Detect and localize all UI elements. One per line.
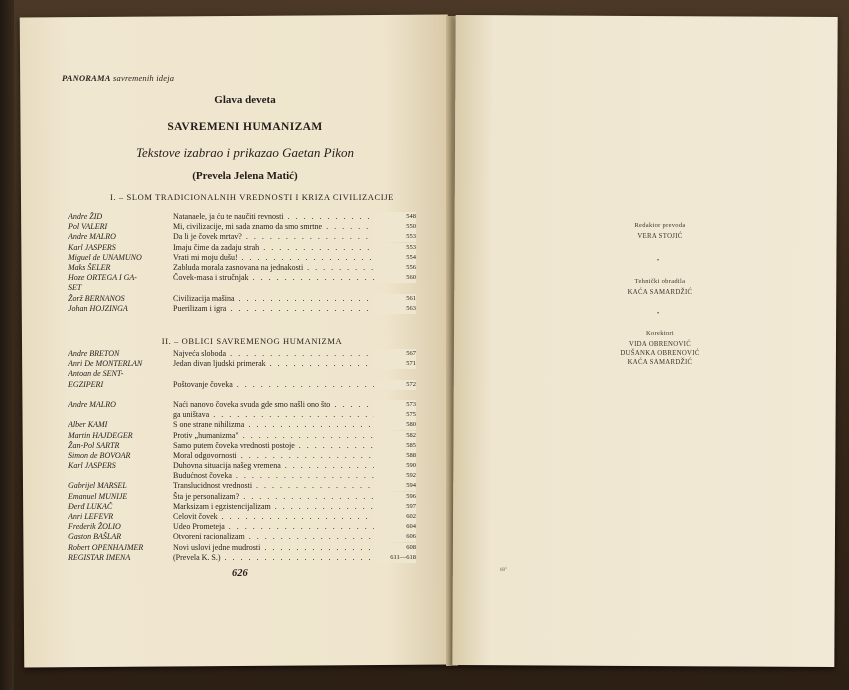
toc-work-title: Čovek-masa i stručnjak . . . [173, 273, 393, 283]
tech-credit [580, 278, 740, 297]
toc-work-title: Budućnost čoveka . . . [173, 471, 393, 481]
toc-page-number: 597 [374, 502, 416, 512]
toc-work-title: Zabluda morala zasnovana na jednakosti . . . [173, 263, 393, 273]
toc-entry [68, 471, 420, 481]
section-heading-2: II. – OBLICI SAVREMENOG HUMANIZMA [161, 336, 343, 346]
toc-entry [68, 410, 420, 420]
toc-work-title: Protiv „humanizma" . . . [173, 431, 393, 441]
toc-author: Karl JASPERS [68, 242, 116, 252]
toc-author: Andre ŽID [68, 212, 103, 221]
print-mark: 60" [500, 568, 508, 573]
toc-author: Hoze ORTEGA I GA- [68, 273, 137, 283]
toc-author: Pol VALERI [68, 222, 108, 232]
toc-author: Gabrijel MARSEL [68, 481, 127, 491]
toc-work-title: Civilizacija mašina . . . [173, 294, 393, 304]
toc-work-title: Puerilizam i igra . . . [173, 304, 393, 314]
toc-page-number: 548 [374, 212, 416, 222]
toc-author: EGZIPERI [68, 379, 104, 389]
toc-work-title: Marksizam i egzistencijalizam . . . [173, 502, 393, 512]
toc-page-number: 554 [374, 253, 416, 263]
toc-page-number: 592 [374, 471, 416, 481]
toc-work-title: Celovit čovek . . . [173, 512, 393, 522]
toc-author: Đerđ LUKAČ [68, 501, 113, 511]
toc-page-number: 580 [374, 420, 416, 430]
toc-author: Alber KAMI [68, 420, 108, 430]
toc-page-number: 596 [374, 492, 416, 502]
toc-page-number: 573 [374, 400, 416, 410]
toc-entry [68, 294, 420, 304]
toc-entry [68, 380, 420, 390]
toc-page-number: 550 [374, 222, 416, 232]
toc-entry [68, 481, 420, 491]
toc-author: Žorž BERNANOS [68, 293, 125, 303]
tech-label: Tehnički obradila [634, 278, 686, 285]
toc-page-number: 606 [374, 532, 416, 542]
toc-page-number: 602 [374, 512, 416, 522]
toc-work-title: Imaju čime da zadaju strah . . . [173, 243, 393, 253]
chapter-subtitle: Tekstove izabrao i prikazao Gaetan Pikon [136, 145, 354, 160]
toc-entry [68, 222, 420, 232]
toc-author: Žan-Pol SARTR [68, 440, 120, 450]
toc-work-title: Da li je čovek mrtav? . . . [173, 232, 393, 242]
toc-author: Robert OPENHAJMER [68, 542, 144, 552]
toc-page-number: 571 [374, 359, 416, 369]
toc-author: Gaston BAŠLAR [68, 532, 122, 542]
toc-entry [68, 263, 420, 273]
toc-section-2 [68, 349, 420, 563]
toc-author: Maks ŠELER [68, 262, 111, 272]
toc-work-title: Poštovanje čoveka . . . [173, 380, 393, 390]
toc-page-number: 553 [374, 243, 416, 253]
toc-work-title: Vrati mi moju dušu! . . . [173, 253, 393, 263]
toc-entry [68, 431, 420, 441]
separator-bullet: • [657, 258, 660, 264]
toc-author: SET [68, 283, 82, 293]
toc-entry [68, 243, 420, 253]
toc-page-number: 560 [374, 273, 416, 283]
running-head [62, 73, 174, 83]
book-cover-edge [0, 0, 14, 690]
toc-author: Anri De MONTERLAN [68, 359, 143, 369]
section-heading-1: I. – SLOM TRADICIONALNIH VREDNOSTI I KRIZA CIVILIZACIJE [110, 192, 394, 202]
toc-author: Antoan de SENT- [68, 369, 124, 379]
toc-entry [68, 532, 420, 542]
toc-author: Martin HAJDEGER [68, 430, 133, 440]
toc-work-title: Natanaele, ja ću te naučiti revnosti . . . [173, 212, 393, 222]
toc-entry [68, 390, 420, 400]
page-number: 626 [232, 568, 248, 579]
toc-work-title: Samo putem čoveka vrednosti postoje . . . [173, 441, 393, 451]
toc-page-number: 575 [374, 410, 416, 420]
translator-credit: (Prevela Jelena Matić) [192, 170, 298, 182]
toc-entry [68, 232, 420, 242]
toc-entry [68, 441, 420, 451]
toc-work-title: Moral odgovornosti . . . [173, 451, 393, 461]
editor-credit [580, 222, 740, 241]
editor-label: Redaktor prevoda [634, 222, 686, 229]
running-head-series: PANORAMA [62, 73, 111, 83]
toc-work-title: Novi uslovi jedne mudrosti . . . [173, 543, 393, 553]
toc-work-title: S one strane nihilizma . . . [173, 420, 393, 430]
chapter-title: SAVREMENI HUMANIZAM [167, 121, 323, 133]
toc-entry [68, 553, 420, 563]
running-head-subtitle: savremenih ideja [110, 73, 175, 83]
toc-work-title: Šta je personalizam? . . . [173, 492, 393, 502]
toc-author: Miguel de UNAMUNO [68, 252, 142, 262]
toc-entry [68, 273, 420, 283]
toc-page-number: 608 [374, 543, 416, 553]
toc-entry [68, 349, 420, 359]
toc-entry [68, 400, 420, 410]
toc-author: Frederik ŽOLIO [68, 522, 121, 532]
toc-author: Anri LEFEVR [68, 512, 114, 521]
toc-work-title: Otvoreni racionalizam . . . [173, 532, 393, 542]
toc-work-title: Jedan divan ljudski primerak . . . [173, 359, 393, 369]
toc-entry [68, 451, 420, 461]
toc-page-number: 594 [374, 481, 416, 491]
toc-work-title: Naći nanovo čoveka svuda gde smo našli ono što . . . [173, 400, 393, 410]
toc-author: Andre MALRO [68, 232, 116, 242]
toc-author: REGISTAR IMENA [68, 552, 131, 562]
toc-entry [68, 212, 420, 222]
toc-entry [68, 543, 420, 553]
toc-page-number: 567 [374, 349, 416, 359]
toc-author: Andre MALRO [68, 399, 116, 409]
toc-page-number: 572 [374, 380, 416, 390]
toc-entry [68, 369, 420, 379]
chapter-label: Glava deveta [214, 94, 276, 106]
toc-author: Johan HOJZINGA [68, 303, 128, 313]
toc-page-number: 588 [374, 451, 416, 461]
toc-page-number: 604 [374, 522, 416, 532]
editor-name: VERA STOJIĆ [637, 233, 683, 240]
toc-work-title: Najveća sloboda . . . [173, 349, 393, 359]
toc-entry [68, 253, 420, 263]
toc-entry [68, 359, 420, 369]
toc-entry [68, 502, 420, 512]
toc-entry [68, 522, 420, 532]
toc-section-1 [68, 212, 420, 314]
toc-work-title: ga uništava . . . [173, 410, 393, 420]
toc-entry [68, 304, 420, 314]
toc-entry [68, 492, 420, 502]
toc-entry [68, 283, 420, 293]
toc-author: Emanuel MUNIJE [68, 491, 128, 501]
tech-name: KAĆA SAMARDŽIĆ [627, 289, 693, 296]
toc-entry [68, 461, 420, 471]
toc-author: Simon de BOVOAR [68, 450, 131, 460]
toc-page-number: 611—618 [374, 553, 416, 563]
proof-name: VIDA OBRENOVIĆ [628, 341, 692, 348]
toc-entry [68, 512, 420, 522]
separator-bullet: • [657, 311, 660, 317]
toc-page-number: 563 [374, 304, 416, 314]
toc-work-title: Duhovna situacija našeg vremena . . . [173, 461, 393, 471]
toc-page-number: 582 [374, 431, 416, 441]
toc-page-number: 553 [374, 232, 416, 242]
toc-page-number: 556 [374, 263, 416, 273]
toc-entry [68, 420, 420, 430]
proof-label: Korektori [646, 330, 674, 337]
toc-page-number: 561 [374, 294, 416, 304]
toc-work-title: Udeo Prometeja . . . [173, 522, 393, 532]
toc-work-title: Mi, civilizacije, mi sada znamo da smo smrtne . . . [173, 222, 393, 232]
toc-work-title: Translucidnost vrednosti . . . [173, 481, 393, 491]
toc-author: Karl JASPERS [68, 461, 116, 471]
toc-author: Andre BRETON [68, 349, 120, 358]
proof-name: KAĆA SAMARDŽIĆ [627, 359, 693, 366]
toc-work-title: (Prevela K. S.) . . . [173, 553, 393, 563]
proof-credit [580, 330, 740, 367]
proof-name: DUŠANKA OBRENOVIĆ [620, 350, 700, 357]
toc-page-number: 590 [374, 461, 416, 471]
toc-page-number: 585 [374, 441, 416, 451]
